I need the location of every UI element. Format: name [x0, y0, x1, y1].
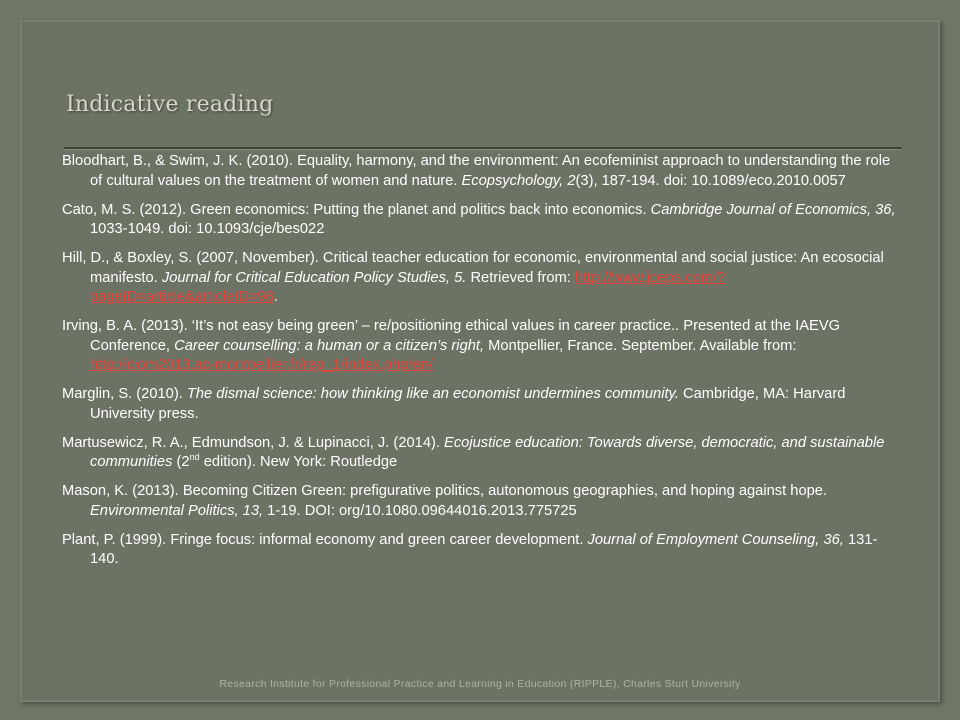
reference-text: Cambridge, MA: Harvard University press. [90, 386, 846, 422]
reference-text: 131-140. [90, 531, 878, 567]
reference-link[interactable]: http://www.jceps.com/?pageID=article&articleID=98 [90, 269, 726, 305]
reference-text: 1-19. DOI: org/10.1080.09644016.2013.775725 [263, 502, 577, 519]
reference-text: Mason, K. (2013). Becoming Citizen Green: prefigurative politics, autonomous geographies, and hoping against hope. [62, 483, 828, 499]
reference-text: Plant, P. (1999). Fringe focus: informal economy and green career development. [62, 531, 588, 548]
reference-item [62, 434, 902, 473]
reference-link[interactable]: http://ciom2013.ac-montpellier.fr/rep_1/index.php/en/ [90, 357, 433, 373]
reference-text: Irving, B. A. (2013). ‘It’s not easy being green’ – re/positioning ethical values in career practice.. Presented at the IAEVG Conference, [62, 318, 841, 354]
reference-text: Hill, D., & Boxley, S. (2007, November). Critical teacher education for economic, environmental and social justice: An ecosocial manifesto. [62, 250, 884, 286]
reference-journal: Journal for Critical Education Policy Studies, 5. [161, 269, 467, 286]
reference-journal: Ecojustice education: Towards diverse, democratic, and sustainable communities [90, 434, 885, 470]
reference-item [62, 201, 902, 240]
reference-text: edition). New York: Routledge [199, 454, 398, 470]
reference-journal: Environmental Politics, 13, [90, 502, 264, 519]
reference-list [62, 152, 902, 579]
reference-text: Marglin, S. (2010). [62, 386, 187, 402]
reference-text: Martusewicz, R. A., Edmundson, J. & Lupinacci, J. (2014). [62, 434, 445, 451]
reference-item [62, 152, 902, 191]
reference-text: Retrieved from: [466, 269, 575, 286]
reference-superscript: nd [189, 452, 200, 463]
reference-journal: Ecopsychology, 2 [461, 172, 576, 189]
reference-journal: The dismal science: how thinking like an economist undermines community. [186, 386, 679, 402]
page-title: Indicative reading [66, 92, 274, 117]
reference-text: 1033-1049. doi: 10.1093/cje/bes022 [90, 221, 325, 237]
reference-journal: Journal of Employment Counseling, 36, [587, 531, 844, 548]
footer-text: Research Institute for Professional Practice and Learning in Education (RIPPLE), Charles Sturt University [219, 678, 741, 690]
reference-text: (3), 187-194. doi: 10.1089/eco.2010.0057 [575, 172, 846, 189]
reference-text: Bloodhart, B., & Swim, J. K. (2010). Equality, harmony, and the environment: An ecofeminist approach to understanding the role of cultural values on the treatment of women and nature. [62, 153, 891, 189]
title-divider [64, 147, 902, 150]
reference-item [62, 385, 902, 424]
reference-item [62, 531, 902, 570]
reference-item [62, 482, 902, 521]
reference-item [62, 317, 902, 376]
reference-text: (2 [172, 454, 190, 470]
reference-text: Cato, M. S. (2012). Green economics: Putting the planet and politics back into economics. [62, 201, 651, 218]
reference-text: Montpellier, France. September. Available from: [484, 337, 797, 354]
reference-journal: Career counselling: a human or a citizen’s right, [174, 337, 485, 354]
reference-text: . [273, 289, 278, 305]
reference-journal: Cambridge Journal of Economics, 36, [650, 201, 896, 218]
reference-item [62, 249, 902, 308]
